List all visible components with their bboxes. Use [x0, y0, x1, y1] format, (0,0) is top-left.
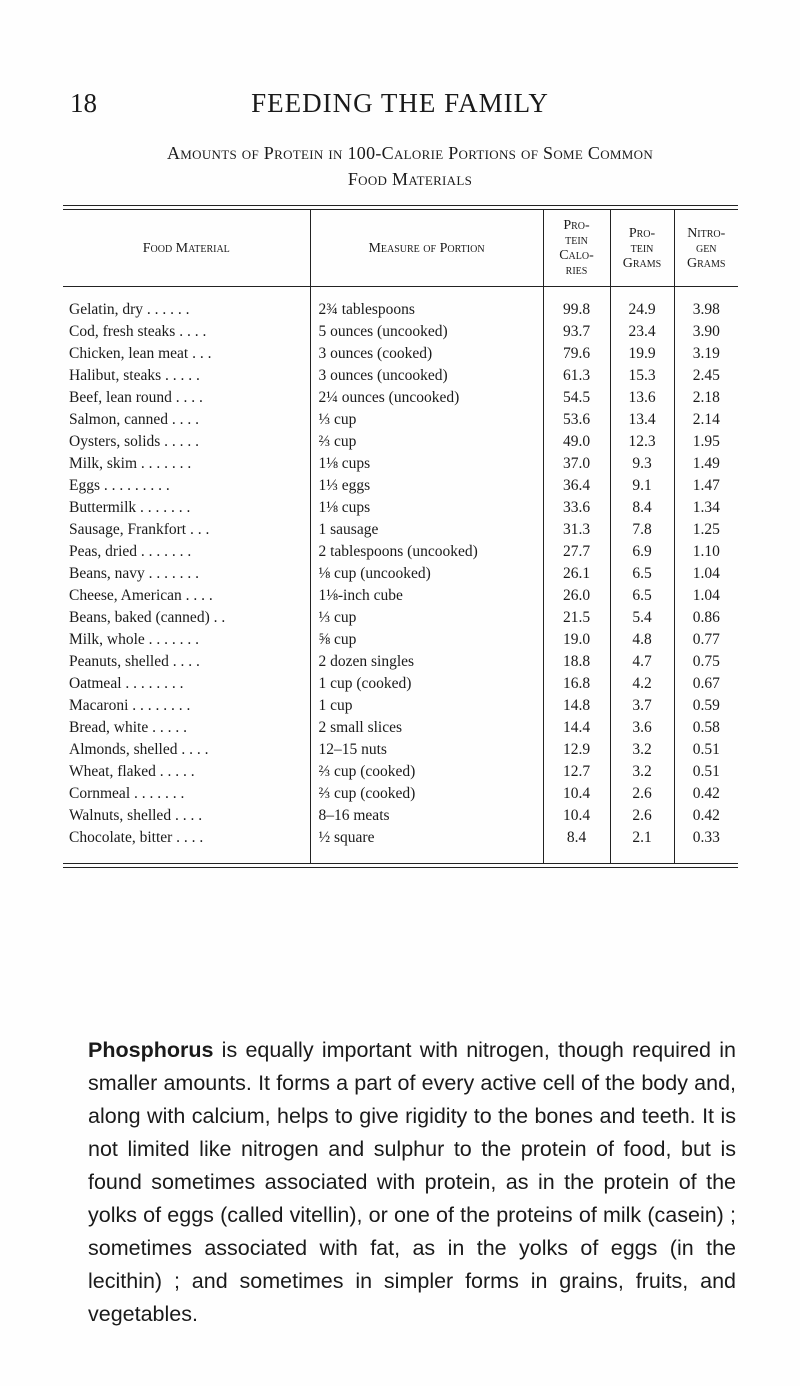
food-material-cell: Almonds, shelled . . . .	[69, 741, 209, 758]
nitrogen-grams-cell: 2.45	[674, 365, 738, 387]
running-title: FEEDING THE FAMILY	[251, 88, 549, 118]
measure-cell: 1⅛ cups	[310, 497, 543, 519]
table-row	[63, 827, 738, 849]
body-paragraph	[88, 1034, 736, 1331]
column-header-measure: Measure of Portion	[310, 210, 543, 287]
protein-calories-cell: 36.4	[543, 475, 610, 497]
table-bottom-rule	[63, 867, 738, 868]
protein-grams-cell: 2.6	[610, 783, 674, 805]
nitrogen-grams-cell: 1.04	[674, 585, 738, 607]
measure-cell: 2 dozen singles	[310, 651, 543, 673]
table-caption-line: Amounts of Protein in 100-Calorie Portions of Some Common	[166, 143, 654, 163]
protein-calories-cell: 10.4	[543, 783, 610, 805]
measure-cell: 3 ounces (cooked)	[310, 343, 543, 365]
protein-calories-cell: 93.7	[543, 321, 610, 343]
measure-cell: 2¼ ounces (uncooked)	[310, 387, 543, 409]
protein-grams-cell: 6.5	[610, 563, 674, 585]
measure-cell: 1 sausage	[310, 519, 543, 541]
protein-calories-cell: 99.8	[543, 299, 610, 321]
table-row	[63, 805, 738, 827]
protein-grams-cell: 3.2	[610, 739, 674, 761]
food-material-cell: Peas, dried . . . . . . .	[69, 543, 192, 560]
measure-cell: 1⅓ eggs	[310, 475, 543, 497]
measure-cell: ⅓ cup	[310, 607, 543, 629]
measure-cell: 8–16 meats	[310, 805, 543, 827]
protein-grams-cell: 7.8	[610, 519, 674, 541]
column-header-protein-calories: Pro- tein Calo- ries	[543, 210, 610, 287]
protein-grams-cell: 15.3	[610, 365, 674, 387]
column-header-nitrogen-grams: Nitro- gen Grams	[674, 210, 738, 287]
food-material-cell: Halibut, steaks . . . . .	[69, 367, 200, 384]
table-row	[63, 695, 738, 717]
nitrogen-grams-cell: 1.49	[674, 453, 738, 475]
measure-cell: ⅔ cup (cooked)	[310, 783, 543, 805]
protein-calories-cell: 27.7	[543, 541, 610, 563]
nitrogen-grams-cell: 2.14	[674, 409, 738, 431]
food-material-cell: Milk, whole . . . . . . .	[69, 631, 200, 648]
protein-calories-cell: 19.0	[543, 629, 610, 651]
food-material-cell: Milk, skim . . . . . . .	[69, 455, 192, 472]
nitrogen-grams-cell: 0.58	[674, 717, 738, 739]
nitrogen-grams-cell: 0.51	[674, 761, 738, 783]
food-material-cell: Peanuts, shelled . . . .	[69, 653, 200, 670]
protein-grams-cell: 5.4	[610, 607, 674, 629]
protein-calories-cell: 31.3	[543, 519, 610, 541]
measure-cell: ⅔ cup (cooked)	[310, 761, 543, 783]
table-row	[63, 343, 738, 365]
nitrogen-grams-cell: 1.04	[674, 563, 738, 585]
spacer-cell	[674, 849, 738, 863]
measure-cell: ⅛ cup (uncooked)	[310, 563, 543, 585]
protein-grams-cell: 12.3	[610, 431, 674, 453]
nitrogen-grams-cell: 3.19	[674, 343, 738, 365]
nitrogen-grams-cell: 0.77	[674, 629, 738, 651]
table-row	[63, 519, 738, 541]
food-material-cell: Bread, white . . . . .	[69, 719, 187, 736]
table-row	[63, 365, 738, 387]
food-material-cell: Oatmeal . . . . . . . .	[69, 675, 184, 692]
nitrogen-grams-cell: 1.47	[674, 475, 738, 497]
table-row	[63, 717, 738, 739]
protein-calories-cell: 16.8	[543, 673, 610, 695]
nitrogen-grams-cell: 0.67	[674, 673, 738, 695]
nitrogen-grams-cell: 0.51	[674, 739, 738, 761]
food-material-cell: Buttermilk . . . . . . .	[69, 499, 191, 516]
protein-calories-cell: 61.3	[543, 365, 610, 387]
spacer-cell	[310, 849, 543, 863]
nitrogen-grams-cell: 0.42	[674, 783, 738, 805]
protein-calories-cell: 10.4	[543, 805, 610, 827]
food-material-cell: Cornmeal . . . . . . .	[69, 785, 185, 802]
protein-calories-cell: 26.1	[543, 563, 610, 585]
nitrogen-grams-cell: 0.75	[674, 651, 738, 673]
measure-cell: 1 cup (cooked)	[310, 673, 543, 695]
measure-cell: 2 small slices	[310, 717, 543, 739]
measure-cell: 1⅛ cups	[310, 453, 543, 475]
protein-grams-cell: 13.4	[610, 409, 674, 431]
food-material-cell: Chicken, lean meat . . .	[69, 345, 212, 362]
table-row	[63, 475, 738, 497]
table-row	[63, 563, 738, 585]
table-caption-line: Food Materials	[347, 169, 473, 189]
food-material-cell: Chocolate, bitter . . . .	[69, 829, 204, 846]
food-material-cell: Walnuts, shelled . . . .	[69, 807, 203, 824]
table-body	[63, 287, 738, 864]
food-material-cell: Beans, baked (canned) . .	[69, 609, 226, 626]
protein-calories-cell: 54.5	[543, 387, 610, 409]
measure-cell: 1⅛-inch cube	[310, 585, 543, 607]
table-row	[63, 431, 738, 453]
protein-grams-cell: 23.4	[610, 321, 674, 343]
nitrogen-grams-cell: 1.10	[674, 541, 738, 563]
protein-grams-cell: 19.9	[610, 343, 674, 365]
measure-cell: 12–15 nuts	[310, 739, 543, 761]
measure-cell: 3 ounces (uncooked)	[310, 365, 543, 387]
paragraph-text: is equally important with nitrogen, though required in smaller amounts. It forms a part of every active cell of the body and, along with calcium, helps to give rigidity to the bones and teeth. It is not limited like nitrogen and sulphur to the protein of food, but is found sometimes associated with protein, as in the protein of the yolks of eggs (called vitellin), or one of the proteins of milk (casein) ; sometimes associated with fat, as in the yolks of eggs (in the lecithin) ; and sometimes in simpler forms in grains, fruits, and vegetables.	[88, 1038, 736, 1326]
table-row	[63, 497, 738, 519]
food-material-cell: Salmon, canned . . . .	[69, 411, 200, 428]
protein-grams-cell: 3.7	[610, 695, 674, 717]
protein-calories-cell: 53.6	[543, 409, 610, 431]
protein-calories-cell: 26.0	[543, 585, 610, 607]
table-row	[63, 321, 738, 343]
nitrogen-grams-cell: 0.33	[674, 827, 738, 849]
protein-calories-cell: 12.9	[543, 739, 610, 761]
nitrogen-grams-cell: 0.59	[674, 695, 738, 717]
table-row	[63, 585, 738, 607]
protein-grams-cell: 2.6	[610, 805, 674, 827]
protein-calories-cell: 33.6	[543, 497, 610, 519]
food-material-cell: Cheese, American . . . .	[69, 587, 213, 604]
protein-calories-cell: 21.5	[543, 607, 610, 629]
food-material-cell: Beef, lean round . . . .	[69, 389, 203, 406]
table-row	[63, 607, 738, 629]
food-material-cell: Oysters, solids . . . . .	[69, 433, 200, 450]
spacer-cell	[63, 849, 310, 863]
table-spacer-row	[63, 849, 738, 863]
food-material-cell: Sausage, Frankfort . . .	[69, 521, 210, 538]
table-header-row	[63, 210, 738, 287]
protein-calories-cell: 12.7	[543, 761, 610, 783]
nitrogen-grams-cell: 2.18	[674, 387, 738, 409]
table-row	[63, 739, 738, 761]
measure-cell: ⅓ cup	[310, 409, 543, 431]
nitrogen-grams-cell: 3.90	[674, 321, 738, 343]
measure-cell: 1 cup	[310, 695, 543, 717]
nitrogen-grams-cell: 1.95	[674, 431, 738, 453]
food-material-cell: Wheat, flaked . . . . .	[69, 763, 195, 780]
table-row	[63, 541, 738, 563]
measure-cell: 2¾ tablespoons	[310, 299, 543, 321]
food-material-cell: Gelatin, dry . . . . . .	[69, 301, 190, 318]
protein-grams-cell: 6.5	[610, 585, 674, 607]
protein-grams-cell: 6.9	[610, 541, 674, 563]
table-row	[63, 783, 738, 805]
nitrogen-grams-cell: 0.42	[674, 805, 738, 827]
protein-grams-cell: 9.1	[610, 475, 674, 497]
table-row	[63, 387, 738, 409]
food-material-cell: Macaroni . . . . . . . .	[69, 697, 191, 714]
protein-calories-cell: 37.0	[543, 453, 610, 475]
spacer-cell	[543, 849, 610, 863]
food-material-cell: Beans, navy . . . . . . .	[69, 565, 200, 582]
table-row	[63, 651, 738, 673]
nitrogen-grams-cell: 1.34	[674, 497, 738, 519]
table-spacer-row	[63, 287, 738, 300]
measure-cell: ½ square	[310, 827, 543, 849]
protein-calories-cell: 8.4	[543, 827, 610, 849]
column-header-protein-grams: Pro- tein Grams	[610, 210, 674, 287]
protein-calories-cell: 49.0	[543, 431, 610, 453]
measure-cell: ⅔ cup	[310, 431, 543, 453]
protein-grams-cell: 13.6	[610, 387, 674, 409]
paragraph-lead-word: Phosphorus	[88, 1038, 214, 1062]
protein-grams-cell: 24.9	[610, 299, 674, 321]
table-row	[63, 673, 738, 695]
nitrogen-grams-cell: 3.98	[674, 299, 738, 321]
measure-cell: 2 tablespoons (uncooked)	[310, 541, 543, 563]
protein-calories-cell: 14.8	[543, 695, 610, 717]
column-header-food-material: Food Material	[63, 210, 310, 287]
food-material-cell: Cod, fresh steaks . . . .	[69, 323, 207, 340]
protein-table	[63, 210, 738, 863]
protein-grams-cell: 4.7	[610, 651, 674, 673]
protein-grams-cell: 2.1	[610, 827, 674, 849]
protein-calories-cell: 79.6	[543, 343, 610, 365]
table-row	[63, 409, 738, 431]
food-material-cell: Eggs . . . . . . . . .	[69, 477, 170, 494]
table-row	[63, 453, 738, 475]
protein-grams-cell: 8.4	[610, 497, 674, 519]
table-caption	[90, 140, 730, 192]
protein-calories-cell: 18.8	[543, 651, 610, 673]
protein-grams-cell: 4.2	[610, 673, 674, 695]
protein-grams-cell: 3.6	[610, 717, 674, 739]
measure-cell: ⅝ cup	[310, 629, 543, 651]
protein-calories-cell: 14.4	[543, 717, 610, 739]
protein-grams-cell: 4.8	[610, 629, 674, 651]
measure-cell: 5 ounces (uncooked)	[310, 321, 543, 343]
table-row	[63, 299, 738, 321]
nitrogen-grams-cell: 1.25	[674, 519, 738, 541]
table-row	[63, 761, 738, 783]
nitrogen-grams-cell: 0.86	[674, 607, 738, 629]
page-number: 18	[70, 88, 97, 118]
spacer-cell	[610, 849, 674, 863]
protein-grams-cell: 3.2	[610, 761, 674, 783]
protein-table-wrapper	[63, 205, 738, 868]
table-row	[63, 629, 738, 651]
protein-grams-cell: 9.3	[610, 453, 674, 475]
